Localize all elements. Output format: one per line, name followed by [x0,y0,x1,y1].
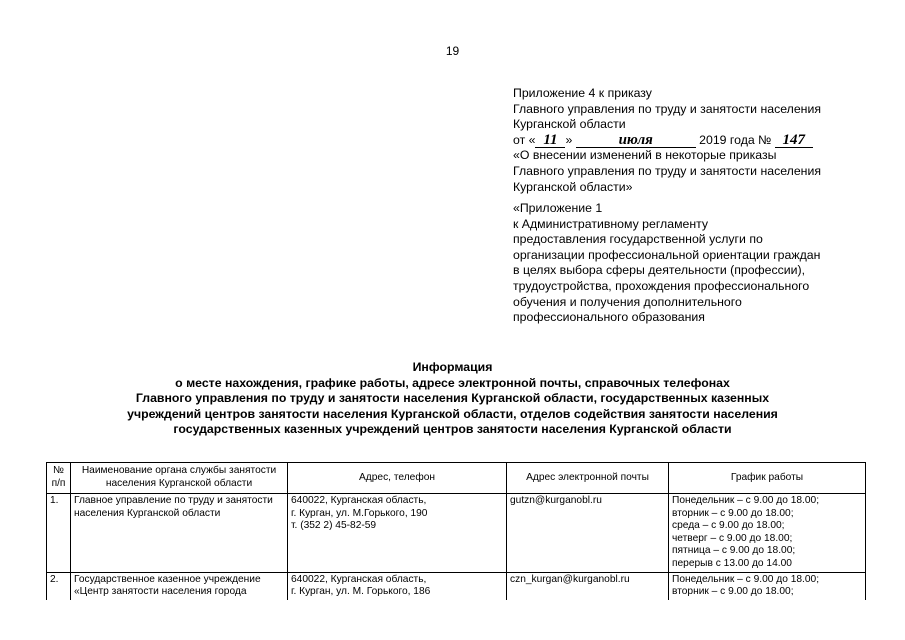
year-text: 2019 года № [699,132,772,147]
title-line: государственных казенных учреждений центров занятости населения Курганской области [173,422,732,437]
appendix-4-block [513,86,853,195]
appendix-4-line: Главного управления по труду и занятости населения [513,101,821,116]
page-bottom-margin [0,600,905,640]
order-date-line [513,133,853,149]
header-name: Наименование органа службы занятости населения Курганской области [71,463,288,494]
row-schedule: Понедельник – с 9.00 до 18.00; вторник – с 9.00 до 18.00; [669,572,866,600]
document-title [0,360,905,438]
appendix-1-line: обучения и получения дополнительного [513,294,742,309]
appendix-4-line: Главного управления по труду и занятости населения [513,163,821,178]
handwritten-day: 11 [535,134,565,148]
row-name: Главное управление по труду и занятости населения Курганской области [71,494,288,573]
row-num: 2. [47,572,71,600]
header-num: № п/п [47,463,71,494]
title-line: учреждений центров занятости населения Курганской области, отделов содействия занятости населения [127,406,778,421]
date-mid: » [565,132,573,147]
table-row [47,494,866,573]
appendix-1-line: к Административному регламенту [513,216,709,231]
row-schedule: Понедельник – с 9.00 до 18.00; вторник – с 9.00 до 18.00; среда – с 9.00 до 18.00; четверг – с 9.00 до 18.00; пятница – с 9.00 до 18.00; перерыв с 13.00 до 14.00 [669,494,866,573]
appendix-4-line: Курганской области» [513,179,633,194]
appendix-1-block [513,201,853,326]
header-schedule: График работы [669,463,866,494]
handwritten-order-number: 147 [775,134,813,148]
row-email: czn_kurgan@kurganobl.ru [507,572,669,600]
title-line: о месте нахождения, графике работы, адресе электронной почты, справочных телефонах [175,375,730,390]
appendix-1-line: «Приложение 1 [513,201,603,215]
appendix-1-line: в целях выбора сферы деятельности (профессии), [513,263,806,278]
appendix-1-line: предоставления государственной услуги по [513,232,763,247]
appendix-1-line: профессионального образования [513,310,705,325]
handwritten-month: июля [576,134,696,148]
appendix-4-line: Приложение 4 к приказу [513,86,652,100]
row-num: 1. [47,494,71,573]
appendix-4-line: «О внесении изменений в некоторые приказы [513,148,777,163]
appendix-1-line: трудоустройства, прохождения профессионального [513,278,810,293]
page-number: 19 [445,44,460,58]
table-header-row [47,463,866,494]
row-name: Государственное казенное учреждение «Центр занятости населения города [71,572,288,600]
offices-table [46,462,866,601]
table-row [47,572,866,600]
row-email: gutzn@kurganobl.ru [507,494,669,573]
title-line: Главного управления по труду и занятости населения Курганской области, государственных казенных [135,391,770,406]
title-line: Информация [412,360,493,374]
row-address: 640022, Курганская область, г. Курган, ул. М.Горького, 190 т. (352 2) 45-82-59 [288,494,507,573]
date-prefix: от « [513,132,536,147]
header-address: Адрес, телефон [288,463,507,494]
appendix-4-line: Курганской области [513,117,626,132]
appendix-1-line: организации профессиональной ориентации граждан [513,247,821,262]
header-email: Адрес электронной почты [507,463,669,494]
row-address: 640022, Курганская область, г. Курган, ул. М. Горького, 186 [288,572,507,600]
